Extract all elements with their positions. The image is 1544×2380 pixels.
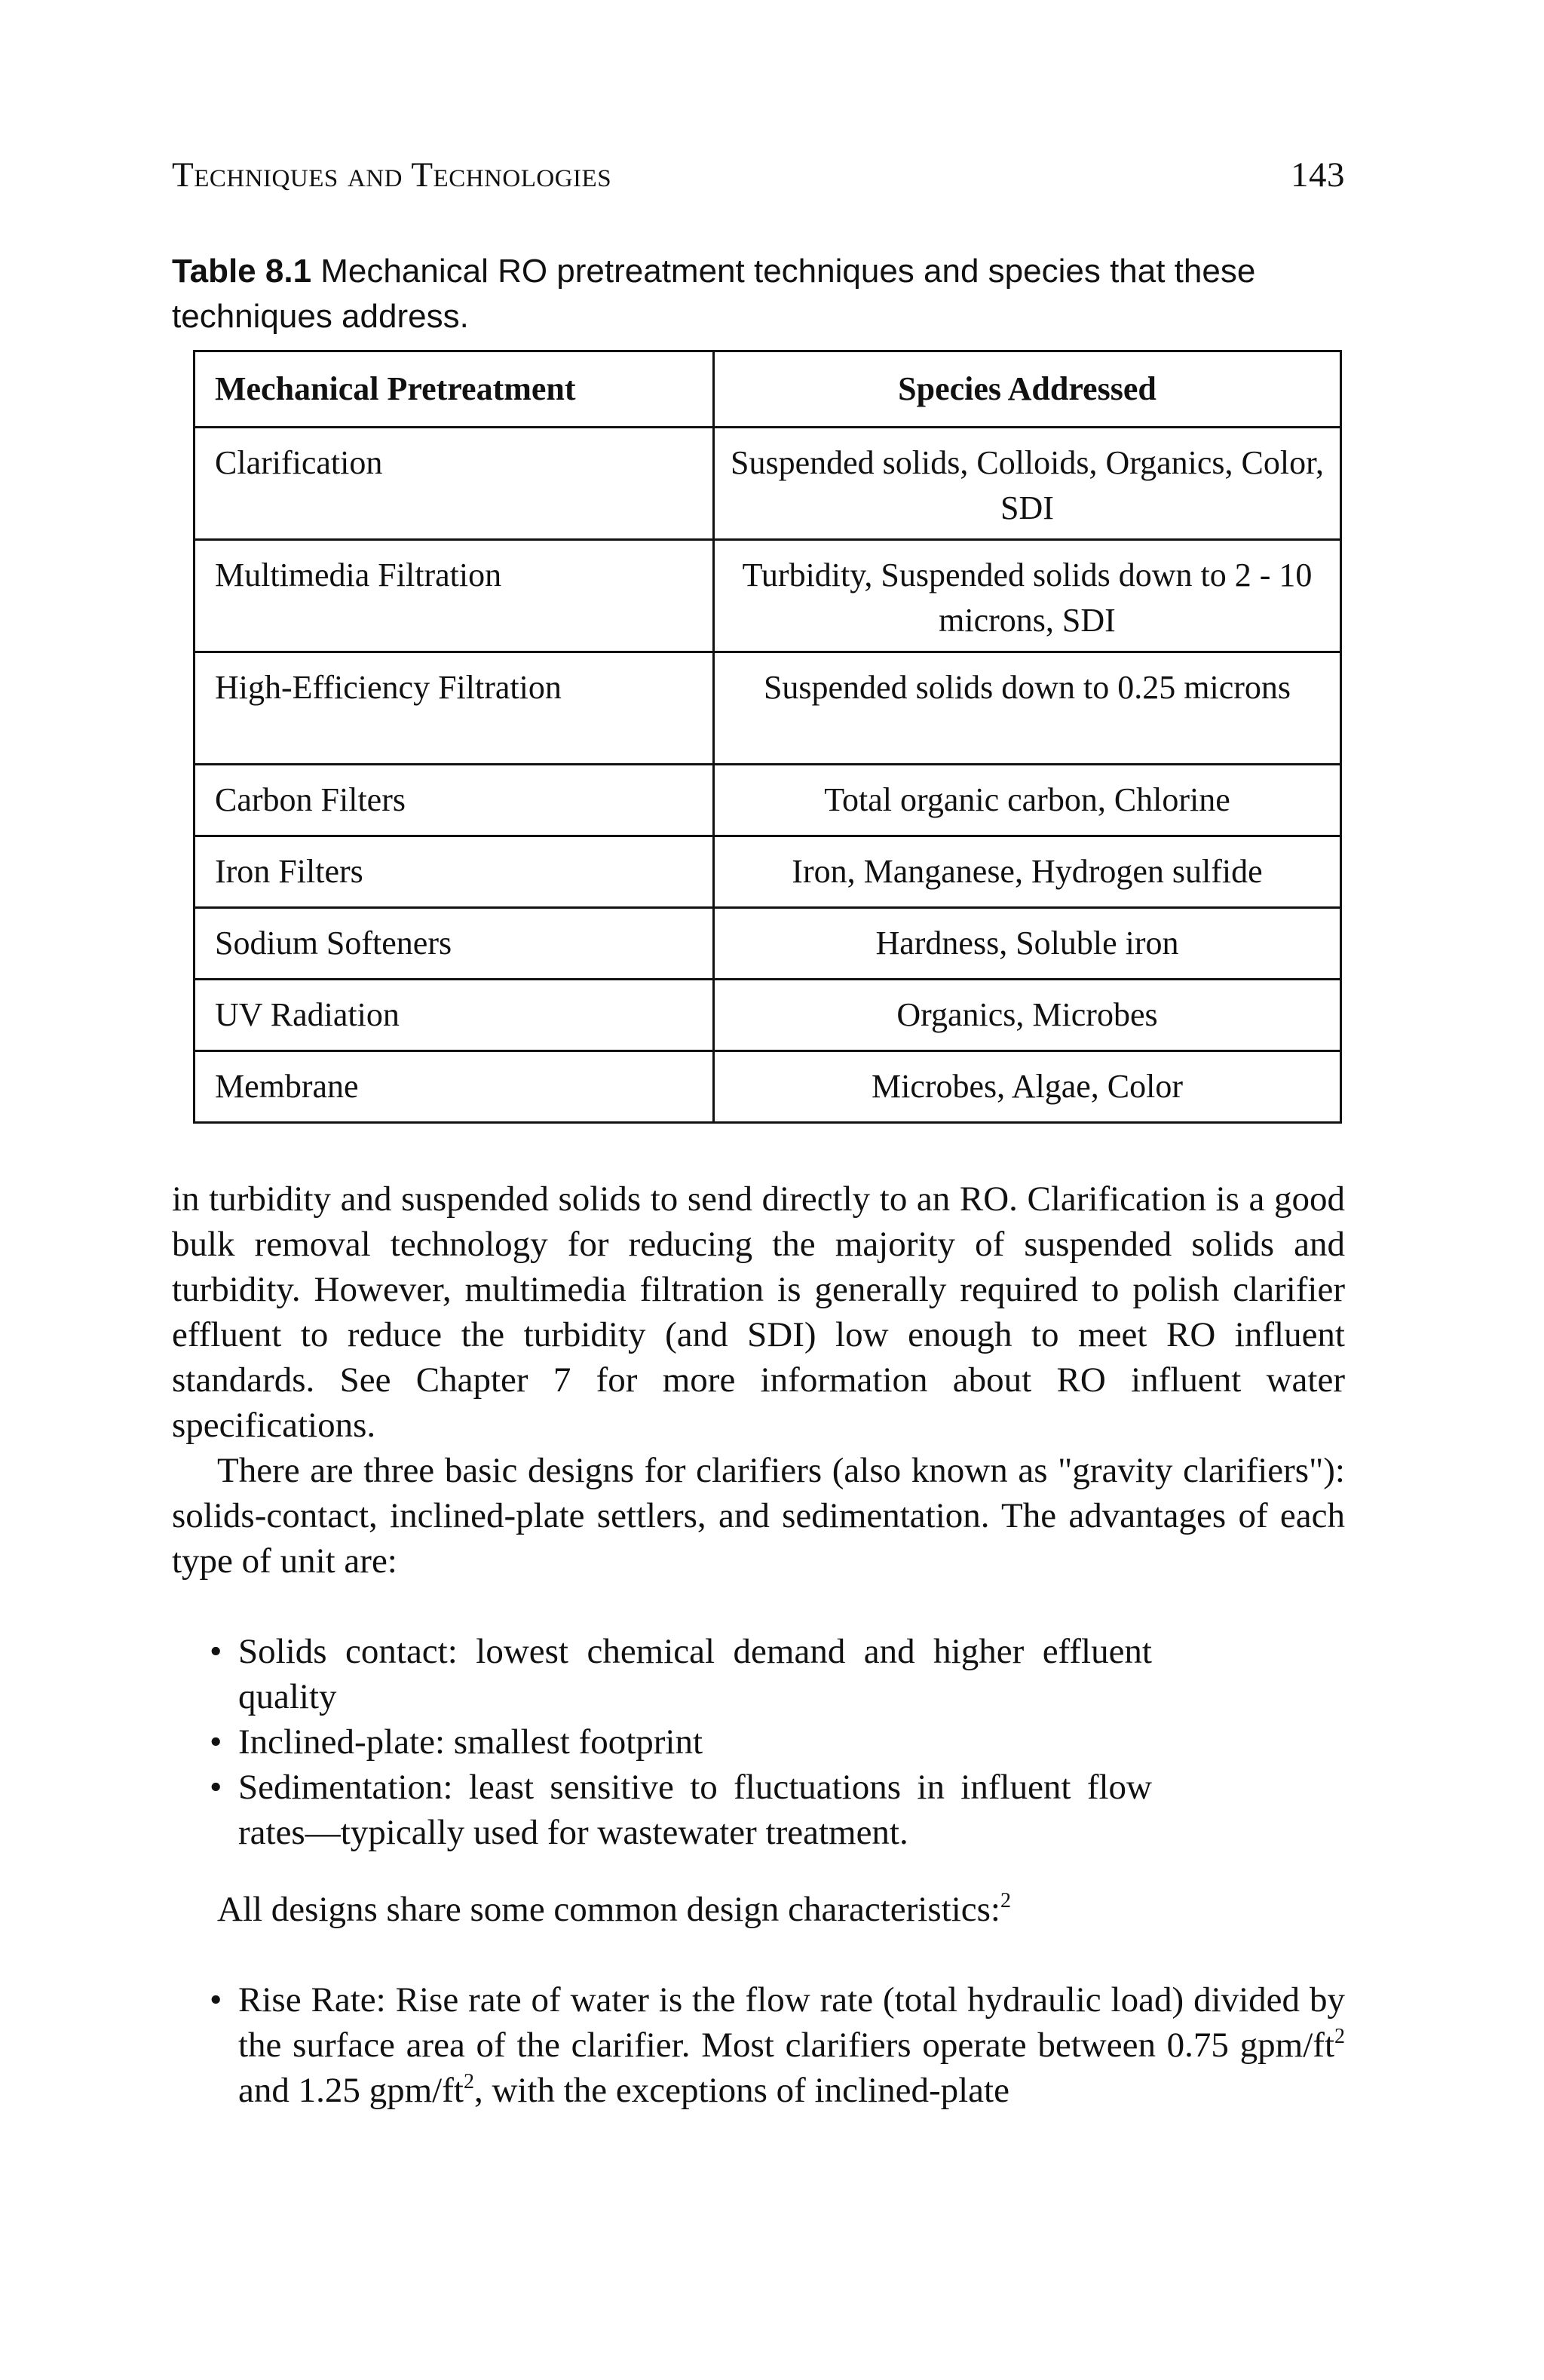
bullet-icon: • <box>210 1632 222 1671</box>
bullet-icon: • <box>210 1722 222 1762</box>
pretreatment-cell: Clarification <box>195 428 714 540</box>
table-row <box>195 1051 1341 1123</box>
table-row <box>195 908 1341 980</box>
running-head <box>172 155 1345 195</box>
list-item-text: Rise Rate: Rise rate of water is the flow rate (total hydraulic load) divided by the surface area of the clarifier. Most clarifiers operate between 0.75 gpm/ft <box>238 1980 1345 2065</box>
table-row <box>195 836 1341 908</box>
bullet-icon: • <box>210 1768 222 1807</box>
table-caption-text: Mechanical RO pretreatment techniques and species that these techniques address. <box>172 253 1256 335</box>
table-caption <box>172 249 1345 339</box>
superscript: 2 <box>463 2070 474 2093</box>
column-header-species: Species Addressed <box>714 351 1341 428</box>
paragraph-text: All designs share some common design characteristics: <box>217 1890 1000 1929</box>
pretreatment-cell: Sodium Softeners <box>195 908 714 980</box>
list-item <box>172 1629 1152 1719</box>
species-cell: Total organic carbon, Chlorine <box>714 765 1341 836</box>
column-header-pretreatment: Mechanical Pretreatment <box>195 351 714 428</box>
list-item-text: Sedimentation: least sensitive to fluctuations in influent flow rates—typically used for wastewater treatment. <box>238 1768 1152 1852</box>
species-cell: Iron, Manganese, Hydrogen sulfide <box>714 836 1341 908</box>
pretreatment-cell: Multimedia Filtration <box>195 540 714 652</box>
table-row <box>195 765 1341 836</box>
table-caption-label: Table 8.1 <box>172 253 312 290</box>
footnote-marker: 2 <box>1000 1889 1011 1912</box>
list-item <box>172 1765 1152 1855</box>
pretreatment-cell: Membrane <box>195 1051 714 1123</box>
pretreatment-table <box>193 350 1342 1124</box>
table-row <box>195 428 1341 540</box>
list-item <box>172 1719 1152 1765</box>
list-item-text: and 1.25 gpm/ft <box>238 2071 464 2110</box>
table-row <box>195 980 1341 1051</box>
design-characteristics-list <box>172 1977 1345 2113</box>
species-cell: Turbidity, Suspended solids down to 2 - 10 microns, SDI <box>714 540 1341 652</box>
species-cell: Microbes, Algae, Color <box>714 1051 1341 1123</box>
paragraph: in turbidity and suspended solids to send directly to an RO. Clarification is a good bulk removal technology for reducing the majority of suspended solids and turbidity. However, multimedia filtration is generally required to polish clarifier effluent to reduce the turbidity (and SDI) low enough to meet RO influent standards. See Chapter 7 for more information about RO influent water specifications. <box>172 1179 1345 1445</box>
running-head-title: Techniques and Technologies <box>172 155 612 195</box>
pretreatment-cell: UV Radiation <box>195 980 714 1051</box>
pretreatment-cell: Carbon Filters <box>195 765 714 836</box>
pretreatment-cell: Iron Filters <box>195 836 714 908</box>
bullet-icon: • <box>210 1980 222 2020</box>
body-text <box>172 1176 1345 2113</box>
species-cell: Suspended solids down to 0.25 microns <box>714 652 1341 765</box>
table-row <box>195 540 1341 652</box>
list-item-text: Solids contact: lowest chemical demand and higher effluent quality <box>238 1632 1152 1716</box>
pretreatment-cell: High-Efficiency Filtration <box>195 652 714 765</box>
table-row <box>195 652 1341 765</box>
list-item <box>172 1977 1345 2113</box>
list-item-text: Inclined-plate: smallest footprint <box>238 1722 703 1762</box>
species-cell: Hardness, Soluble iron <box>714 908 1341 980</box>
paragraph: There are three basic designs for clarifiers (also known as "gravity clarifiers"): solids-contact, inclined-plate settlers, and sedimentation. The advantages of each type of unit are: <box>172 1451 1345 1581</box>
page-number: 143 <box>1291 155 1345 195</box>
species-cell: Suspended solids, Colloids, Organics, Color, SDI <box>714 428 1341 540</box>
species-cell: Organics, Microbes <box>714 980 1341 1051</box>
paragraph <box>172 1887 1345 1932</box>
list-item-text: , with the exceptions of inclined-plate <box>473 2071 1009 2110</box>
clarifier-advantages-list <box>172 1629 1152 1855</box>
table-header-row <box>195 351 1341 428</box>
superscript: 2 <box>1334 2025 1345 2048</box>
